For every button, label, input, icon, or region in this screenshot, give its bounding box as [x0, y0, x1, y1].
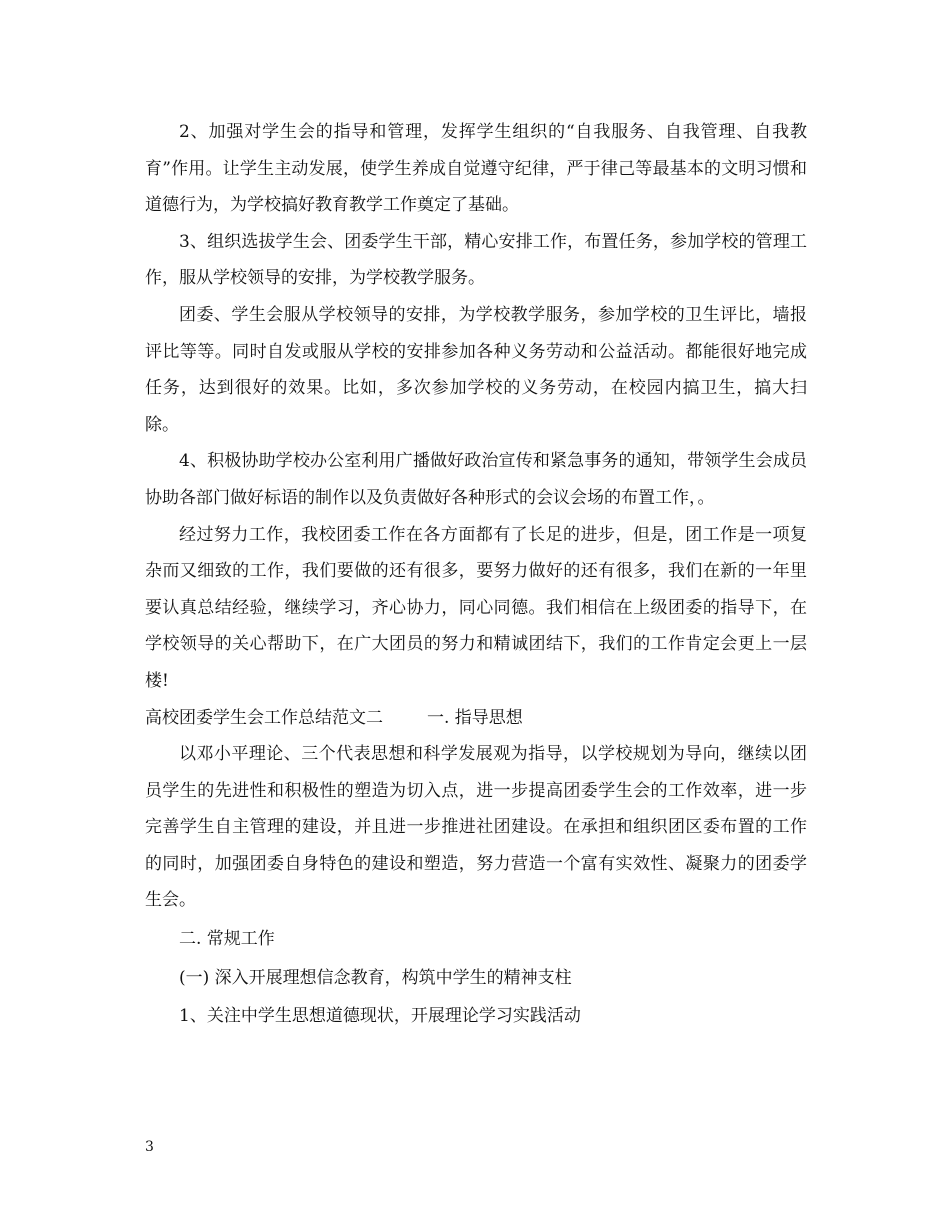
- paragraph-summary-conclusion: 经过努力工作，我校团委工作在各方面都有了长足的进步，但是，团工作是一项复杂而又细致的工作，我们要做的还有很多，要努力做好的还有很多，我们在新的一年里要认真总结经验，继续学习，齐心协力，同心同德。我们相信在上级团委的指导下，在学校领导的关心帮助下，在广大团员的努力和精诚团结下，我们的工作肯定会更上一层楼!: [145, 524, 807, 691]
- document-body: [145, 114, 807, 1035]
- paragraph-cadre-selection: 3、组织选拔学生会、团委学生干部，精心安排工作，布置任务，参加学校的管理工作，服从学校领导的安排，为学校教学服务。: [145, 231, 807, 289]
- heading-routine-work: 二. 常规工作: [179, 929, 275, 950]
- heading-ideal-belief-education: (一) 深入开展理想信念教育，构筑中学生的精神支柱: [179, 967, 572, 988]
- section-heading-line: [145, 700, 807, 737]
- paragraph-school-service: 团委、学生会服从学校领导的安排，为学校教学服务，参加学校的卫生评比，墙报评比等等。同时自发或服从学校的安排参加各种义务劳动和公益活动。都能很好地完成任务，达到很好的效果。比如，多次参加学校的义务劳动，在校园内搞卫生，搞大扫除。: [145, 304, 807, 435]
- section-title: 高校团委学生会工作总结范文二: [145, 707, 383, 728]
- section-subtitle: 一. 指导思想: [427, 707, 523, 728]
- paragraph-office-assistance: 4、积极协助学校办公室利用广播做好政治宣传和紧急事务的通知，带领学生会成员协助各部门做好标语的制作以及负责做好各种形式的会议会场的布置工作，。: [145, 451, 807, 508]
- paragraph-guiding-ideology: 以邓小平理论、三个代表思想和科学发展观为指导，以学校规划为导向，继续以团员学生的先进性和积极性的塑造为切入点，进一步提高团委学生会的工作效率，进一步完善学生自主管理的建设，并且进一步推进社团建设。在承担和组织团区委布置的工作的同时，加强团委自身特色的建设和塑造，努力营造一个富有实效性、凝聚力的团委学生会。: [145, 744, 807, 911]
- page-number: 3: [145, 1139, 154, 1155]
- heading-moral-status-activities: 1、关注中学生思想道德现状，开展理论学习实践活动: [179, 1006, 581, 1027]
- paragraph-student-union-guidance: 2、加强对学生会的指导和管理，发挥学生组织的“自我服务、自我管理、自我教育”作用。让学生主动发展，使学生养成自觉遵守纪律，严于律己等最基本的文明习惯和道德行为，为学校搞好教育教学工作奠定了基础。: [145, 122, 807, 216]
